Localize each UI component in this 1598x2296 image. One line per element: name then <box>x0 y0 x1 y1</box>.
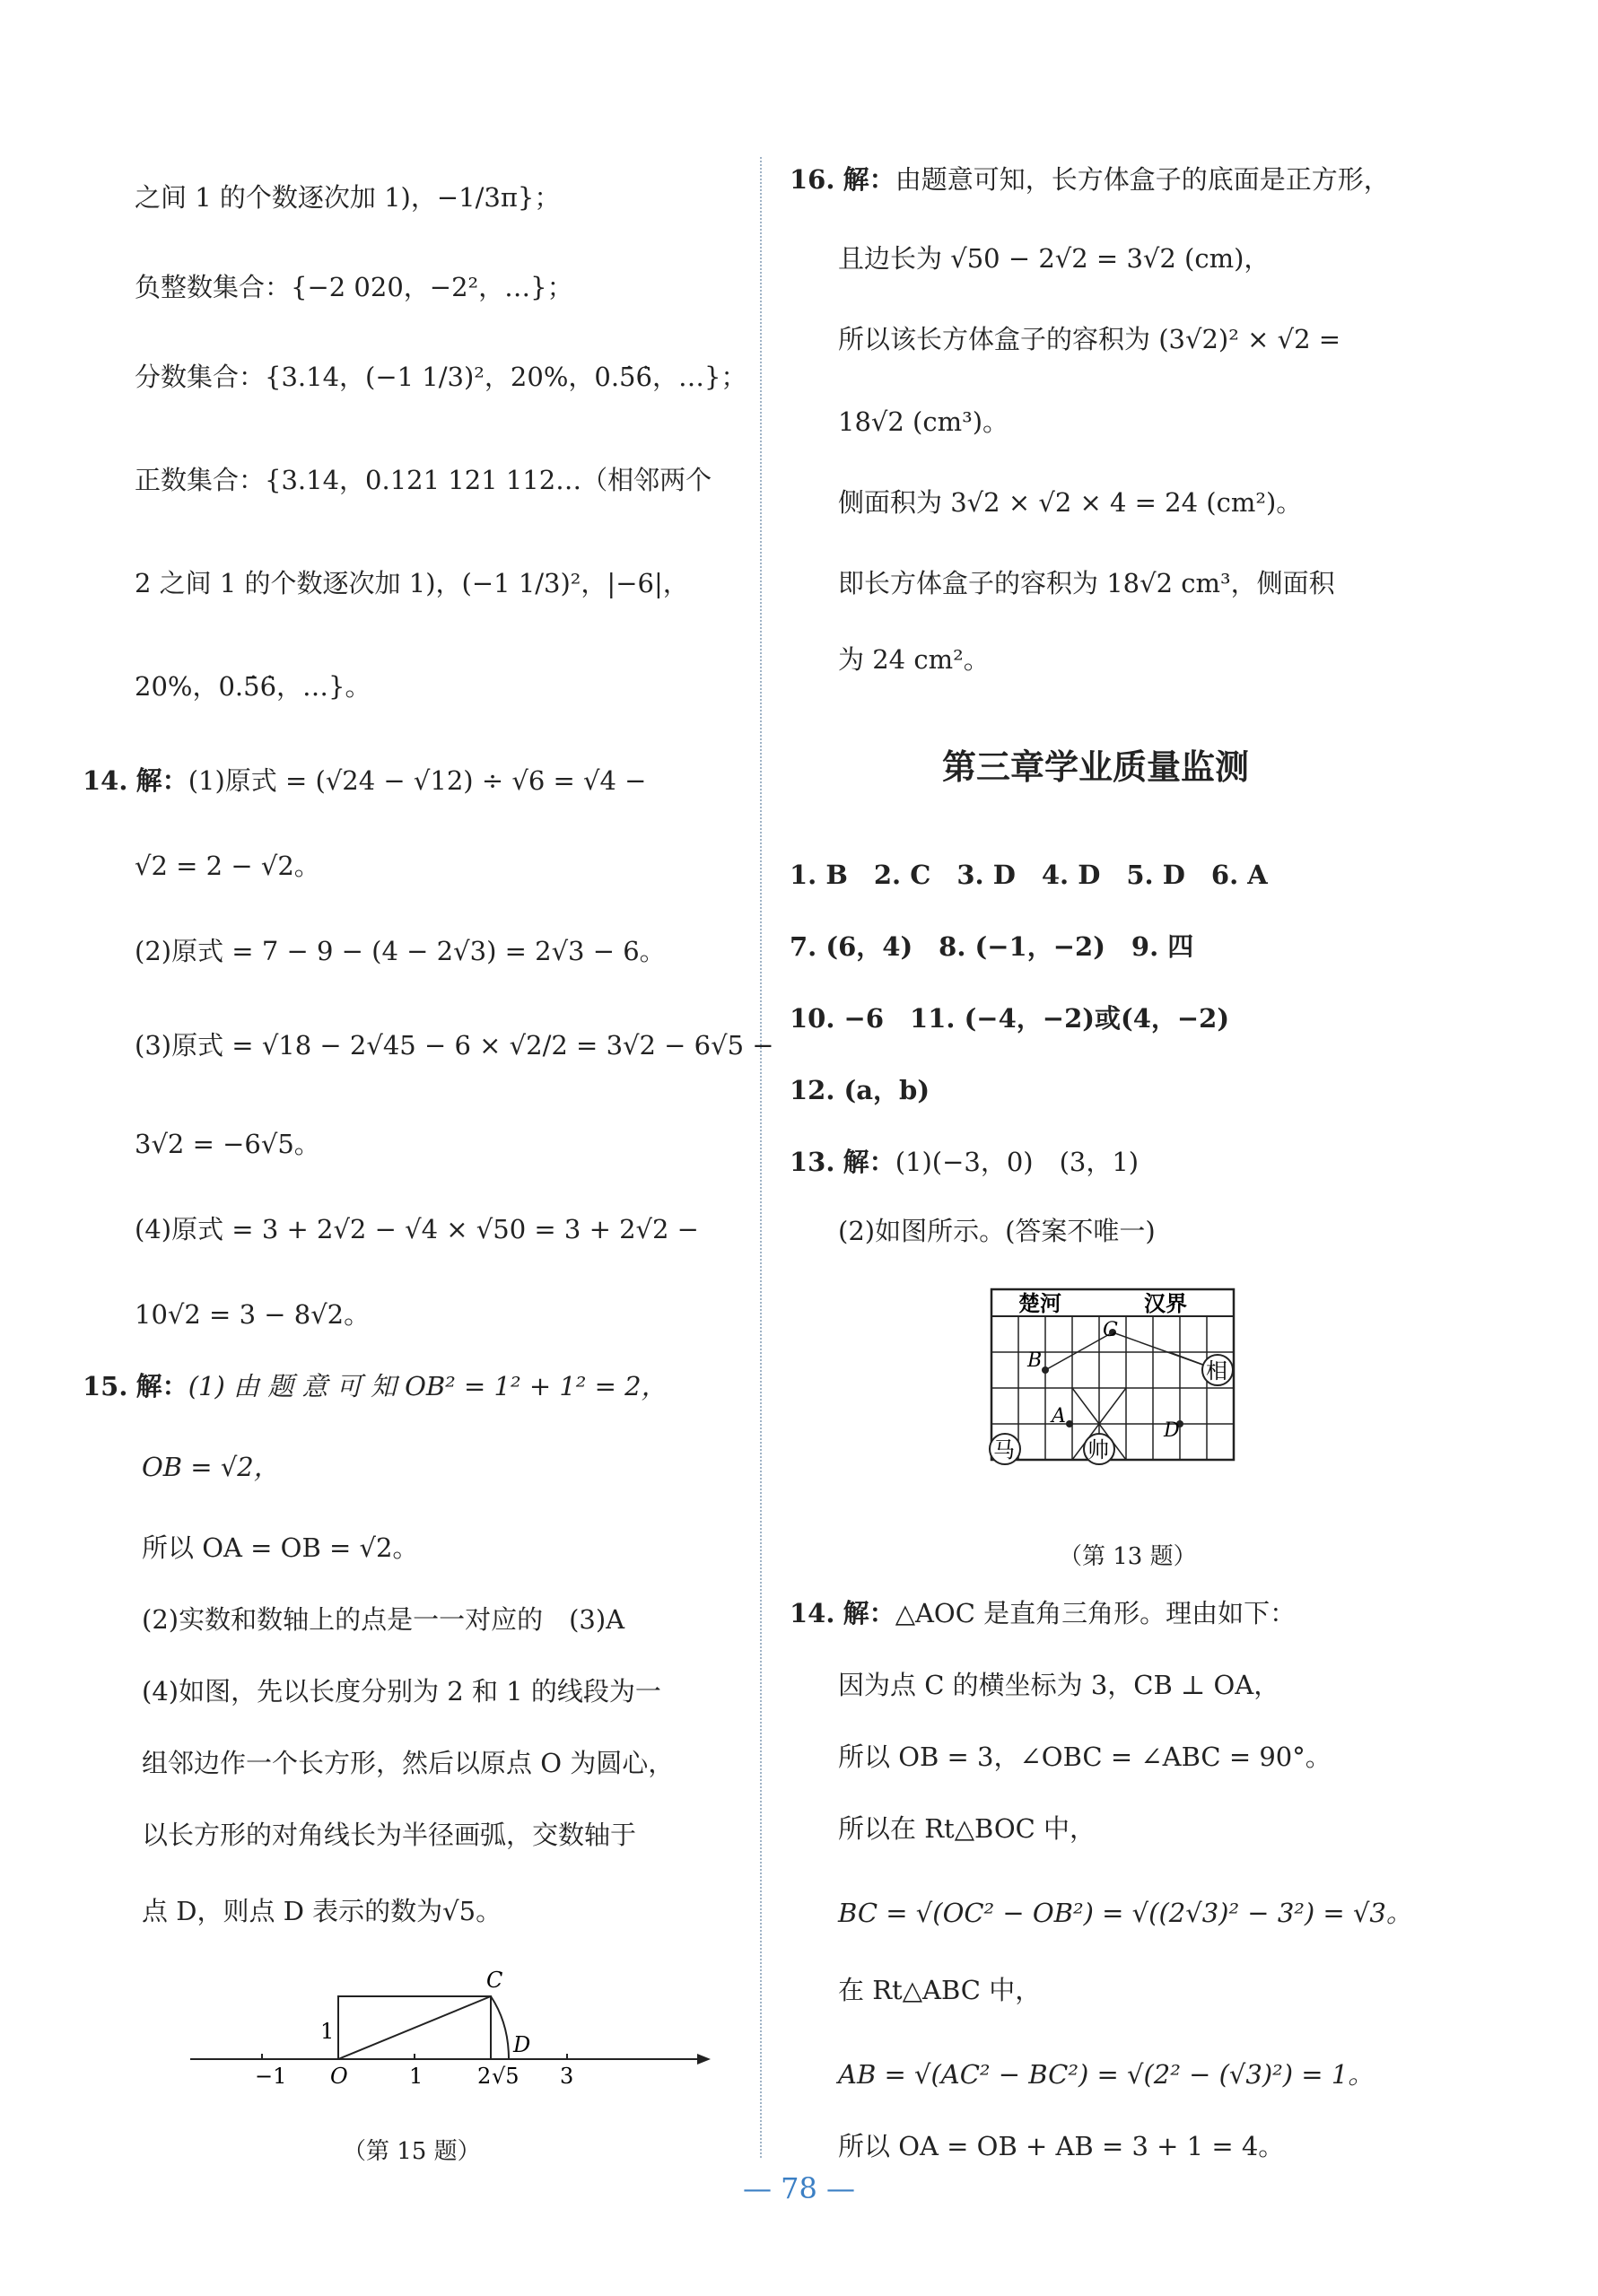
solution-label: 解： <box>843 1598 895 1628</box>
solution-line: OB = √2， <box>142 1452 280 1482</box>
point-label-d: D <box>513 2032 531 2057</box>
solution-label: 解： <box>135 765 188 796</box>
solution-line: 侧面积为 3√2 × √2 × 4 = 24 (cm²)。 <box>838 487 1303 518</box>
solution-line: 组邻边作一个长方形，然后以原点 O 为圆心， <box>142 1748 675 1778</box>
positive-set-line-1: 正数集合：{3.14，0.121 121 112…（相邻两个 <box>135 465 712 495</box>
answer-12: 12. (a，b) <box>790 1075 930 1105</box>
figure-15-caption: （第 15 题） <box>343 2138 481 2165</box>
solution-line: 在 Rt△ABC 中， <box>838 1975 1042 2005</box>
piece-ma: 马 <box>993 1437 1015 1462</box>
solution-line: 且边长为 √50 − 2√2 = 3√2 (cm)， <box>838 243 1271 274</box>
solution-line: 10√2 = 3 − 8√2。 <box>135 1299 371 1330</box>
question-number: 15. <box>83 1371 128 1401</box>
fraction-set: 分数集合：{3.14，(−1 1/3)²，20%，0.5̇6̇，…}； <box>135 362 747 392</box>
question-15 <box>83 1368 668 1404</box>
point-label-a: A <box>1052 1405 1066 1427</box>
solution-line: 所以 OB = 3，∠OBC = ∠ABC = 90°。 <box>838 1742 1332 1772</box>
positive-set-line-2: 2 之间 1 的个数逐次加 1)，(−1 1/3)²，|−6|， <box>135 568 689 598</box>
solution-line: (4)如图，先以长度分别为 2 和 1 的线段为一 <box>142 1676 661 1707</box>
question-number: 14. <box>83 765 128 796</box>
point-label-b: B <box>1027 1349 1043 1372</box>
solution-line: 即长方体盒子的容积为 18√2 cm³，侧面积 <box>838 568 1335 598</box>
solution-text: (1)(−3，0) (3，1) <box>895 1147 1140 1177</box>
piece-shuai: 帅 <box>1087 1437 1109 1462</box>
solution-label: 解： <box>135 1371 188 1401</box>
river-label-hanjie: 汉界 <box>1144 1290 1187 1316</box>
solution-line: 18√2 (cm³)。 <box>838 406 1009 437</box>
page-number: — 78 — <box>742 2171 856 2205</box>
solution-line: 为 24 cm²。 <box>838 644 990 675</box>
solution-line: √2 = 2 − √2。 <box>135 851 320 881</box>
negative-integer-set: 负整数集合：{−2 020，−2²，…}； <box>135 272 573 302</box>
question-16 <box>790 162 1390 197</box>
solution-line: 所以该长方体盒子的容积为 (3√2)² × √2 = <box>838 324 1341 354</box>
solution-line: (3)原式 = √18 − 2√45 − 6 × √2/2 = 3√2 − 6√5 − <box>135 1030 774 1061</box>
solution-line: (2)如图所示。(答案不唯一) <box>838 1216 1156 1246</box>
figure-13-caption: （第 13 题） <box>1059 1543 1197 1570</box>
piece-xiang: 相 <box>1206 1358 1227 1384</box>
solution-text: △AOC 是直角三角形。理由如下： <box>895 1598 1297 1628</box>
tick-label-2: 2 <box>477 2064 492 2089</box>
solution-line: 所以 OA = OB = √2。 <box>142 1532 419 1563</box>
question-number: 16. <box>790 164 835 195</box>
column-divider <box>760 157 762 2158</box>
figure-15-number-line <box>190 1960 711 2091</box>
tick-label-sqrt5: √5 <box>492 2064 520 2089</box>
solution-line: BC = √(OC² − OB²) = √((2√3)² − 3²) = √3。 <box>838 1898 1412 1928</box>
solution-text: 由题意可知，长方体盒子的底面是正方形， <box>895 164 1390 195</box>
question-13 <box>790 1144 1139 1180</box>
solution-line: 因为点 C 的横坐标为 3，CB ⊥ OA， <box>838 1670 1280 1700</box>
answers-1-6: 1. B 2. C 3. D 4. D 5. D 6. A <box>790 860 1268 890</box>
tick-label-minus-1: −1 <box>255 2064 287 2089</box>
set-line-1: 之间 1 的个数逐次加 1)，−1/3π}； <box>135 182 561 213</box>
tick-label-origin: O <box>330 2064 348 2089</box>
answers-10-11: 10. −6 11. (−4，−2)或(4，−2) <box>790 1003 1230 1034</box>
solution-label: 解： <box>843 164 895 195</box>
solution-line: 所以在 Rt△BOC 中， <box>838 1813 1096 1844</box>
point-label-d: D <box>1164 1419 1180 1442</box>
solution-line: (4)原式 = 3 + 2√2 − √4 × √50 = 3 + 2√2 − <box>135 1214 699 1244</box>
side-label-1: 1 <box>320 2019 335 2044</box>
solution-line: AB = √(AC² − BC²) = √(2² − (√3)²) = 1。 <box>838 2059 1375 2090</box>
solution-line: (2)原式 = 7 − 9 − (4 − 2√3) = 2√3 − 6。 <box>135 936 666 966</box>
question-number: 14. <box>790 1598 835 1628</box>
river-label-chuhe: 楚河 <box>1018 1290 1061 1316</box>
question-number: 13. <box>790 1147 835 1177</box>
point-label-c: C <box>1103 1319 1118 1341</box>
positive-set-line-3: 20%，0.5̇6̇，…}。 <box>135 671 371 702</box>
solution-line: (2)实数和数轴上的点是一一对应的 (3)A <box>142 1604 625 1635</box>
solution-text: (1)原式 = (√24 − √12) ÷ √6 = √4 − <box>188 765 647 796</box>
tick-label-3: 3 <box>560 2064 574 2089</box>
solution-line: 3√2 = −6√5。 <box>135 1129 320 1159</box>
tick-label-1: 1 <box>409 2064 424 2089</box>
question-14-chapter3 <box>790 1595 1296 1631</box>
solution-text: (1) 由 题 意 可 知 OB² = 1² + 1² = 2， <box>188 1371 668 1401</box>
solution-label: 解： <box>843 1147 895 1177</box>
chapter-title: 第三章学业质量监测 <box>942 747 1250 787</box>
question-14 <box>83 763 646 799</box>
point-label-c: C <box>486 1968 503 1993</box>
solution-line: 所以 OA = OB + AB = 3 + 1 = 4。 <box>838 2131 1285 2161</box>
solution-line: 以长方形的对角线长为半径画弧，交数轴于 <box>142 1820 637 1850</box>
figure-13-chessboard <box>965 1279 1252 1480</box>
answers-7-9: 7. (6，4) 8. (−1，−2) 9. 四 <box>790 931 1194 962</box>
solution-line: 点 D，则点 D 表示的数为√5。 <box>142 1896 502 1926</box>
